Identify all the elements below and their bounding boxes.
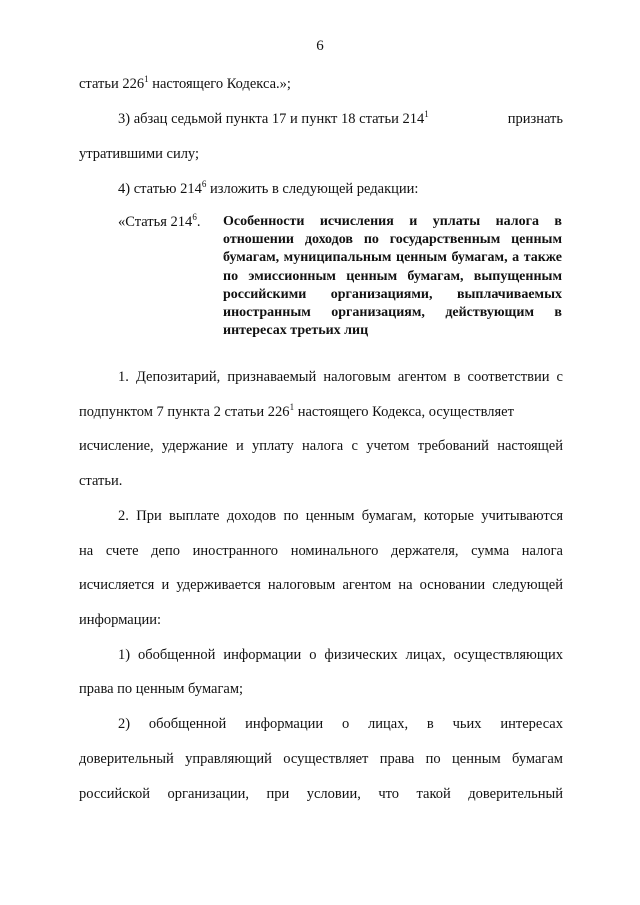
text-line: статьи. [79,473,123,489]
article-title: Особенности исчисления и уплаты налога в отношении доходов по государственным ценным бумагам, муниципальным ценным бумагам, а также по эмиссионным ценным бумагам, выпущенным российскими организациями, выплачиваемых иностранным организациям, действующим в интересах третьих лиц [223,214,562,339]
text-fragment: 3) абзац седьмой пункта 17 и пункт 18 статьи 214 [118,111,425,127]
superscript: 6 [201,179,207,190]
superscript: 1 [424,109,429,120]
text-fragment: . [196,214,201,230]
text-line: доверительный управляющий осуществляет права по ценным бумагам [79,751,563,767]
text-fragment: признать [507,111,563,127]
text-line: российской организации, при условии, что такой доверительный [79,786,563,802]
text-fragment: 4) статью 214 [118,181,202,197]
text-line [118,180,418,198]
text-line: на счете депо иностранного номинального держателя, сумма налога [79,543,563,559]
text-fragment: настоящего Кодекса.»; [148,76,291,92]
text-fragment: «Статья 214 [118,214,193,230]
superscript: 1 [289,402,295,413]
text-fragment: статьи 226 [79,76,145,92]
page-number: 6 [316,38,324,54]
text-line: права по ценным бумагам; [79,681,244,697]
text-line: 2. При выплате доходов по ценным бумагам, которые учитываются [118,508,563,524]
article-label [118,213,200,231]
text-fragment: настоящего Кодекса, осуществляет [294,404,514,420]
text-line: 2) обобщенной информации о лицах, в чьих интересах [118,716,563,732]
text-line: 1. Депозитарий, признаваемый налоговым агентом в соответствии с [118,369,563,385]
text-line: утратившими силу; [79,146,200,162]
text-line [79,403,563,421]
superscript: 1 [144,74,149,85]
text-fragment: подпунктом 7 пункта 2 статьи 226 [79,404,290,420]
text-line: информации: [79,612,162,628]
text-line [118,110,563,128]
superscript: 6 [192,212,197,223]
text-line: 1) обобщенной информации о физических лицах, осуществляющих [118,647,563,663]
text-line: исчисляется и удерживается налоговым агентом на основании следующей [79,577,563,593]
text-fragment: изложить в следующей редакции: [206,181,419,197]
text-line [79,75,291,93]
text-line: исчисление, удержание и уплату налога с учетом требований настоящей [79,438,563,454]
